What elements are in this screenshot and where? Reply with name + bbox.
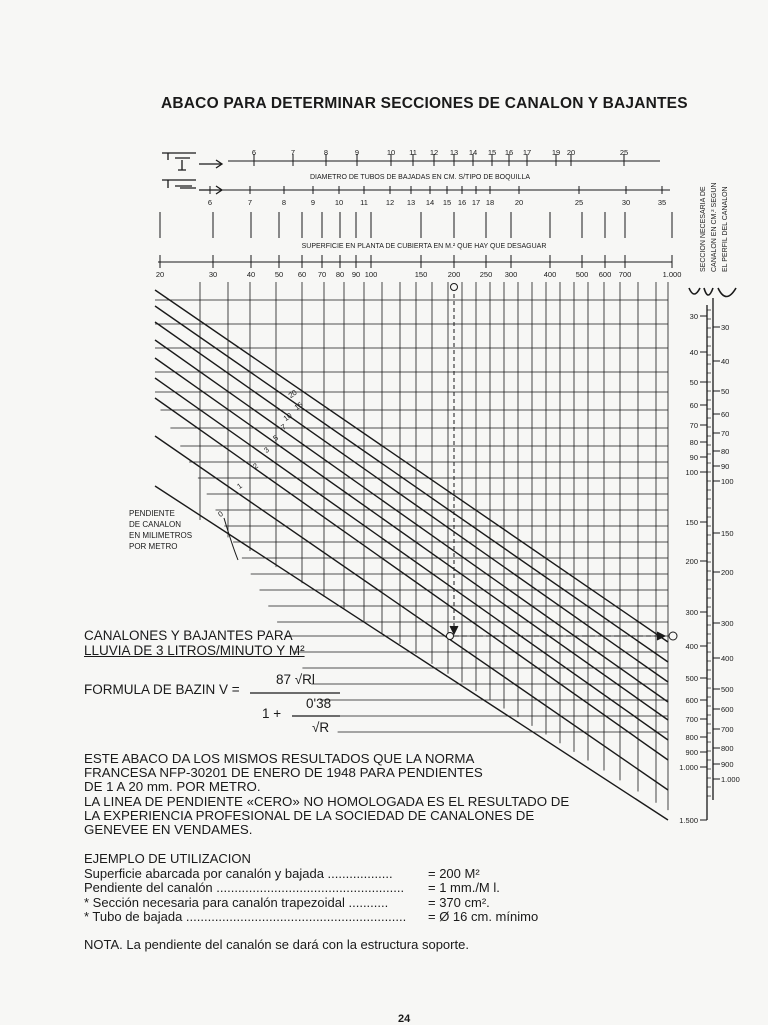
example-heading: EJEMPLO DE UTILIZACION (84, 851, 251, 866)
rain-note (84, 628, 305, 658)
section-left-tick-label: 700 (685, 715, 698, 724)
section-left-tick-label: 40 (689, 348, 698, 357)
slope-caption (129, 508, 192, 552)
section-right-tick-label: 200 (721, 568, 734, 577)
slope-caption-line: EN MILIMETROS (129, 531, 193, 540)
slope-line (155, 290, 668, 642)
formula-numerator: 87 √Rl (276, 672, 315, 687)
section-axis-caption: CANALON EN CM.² SEGUN (711, 182, 718, 272)
example-row-label: Pendiente del canalón .................................................... (84, 880, 405, 896)
section-left-tick-label: 80 (689, 438, 698, 447)
explanation-line: ESTE ABACO DA LOS MISMOS RESULTADOS QUE LA NORMA (84, 751, 475, 766)
section-right-tick-label: 60 (721, 410, 730, 419)
diameter-top-tick-label: 7 (290, 148, 296, 157)
section-left-tick-label: 1.000 (679, 763, 698, 772)
section-left-tick-label: 90 (689, 453, 698, 462)
slope-line (155, 358, 668, 720)
diameter-top-tick-label: 15 (487, 148, 497, 157)
section-left-tick-label: 500 (685, 674, 698, 683)
diameter-bottom-tick-label: 9 (310, 198, 316, 207)
fraction-bar (250, 692, 340, 694)
section-right-tick-label: 40 (721, 357, 730, 366)
surface-tick-label: 70 (317, 270, 327, 279)
section-right-tick-label: 300 (721, 619, 734, 628)
section-right-tick-label: 150 (721, 529, 734, 538)
example-row (84, 909, 539, 925)
section-right-tick-label: 800 (721, 744, 734, 753)
example-row-value: = 200 M² (428, 865, 480, 881)
diameter-top-tick-label: 8 (323, 148, 329, 157)
explanation-line: LA EXPERIENCIA PROFESIONAL DE LA SOCIEDAD DE CANALONES DE (84, 807, 535, 823)
example-row-label: * Sección necesaria para canalón trapezoidal ........... (84, 894, 389, 910)
diameter-bottom-tick-label: 12 (385, 198, 395, 207)
slope-value-label: 0 (216, 509, 225, 519)
section-left-tick-label: 70 (689, 421, 698, 430)
slope-caption-line: POR METRO (129, 542, 178, 551)
slope-value-label: 20 (286, 387, 299, 401)
surface-tick-label: 100 (364, 270, 378, 279)
slope-value-label: 2 (251, 461, 260, 471)
diameter-top-tick-label: 13 (449, 148, 459, 157)
diameter-top-tick-label: 11 (409, 148, 417, 157)
surface-tick-label: 250 (479, 270, 493, 279)
slope-caption-line: PENDIENTE (129, 509, 175, 518)
diameter-bottom-tick-label: 18 (485, 198, 495, 207)
surface-tick-label: 80 (335, 270, 345, 279)
diameter-scale-label: DIAMETRO DE TUBOS DE BAJADAS EN CM. S/TIPO DE BOQUILLA (309, 174, 531, 181)
surface-tick-label: 1.000 (662, 270, 682, 279)
slope-caption-line: DE CANALON (129, 520, 182, 529)
example-row-value: = 370 cm². (428, 894, 490, 910)
example-row (84, 865, 480, 882)
diameter-top-tick-label: 17 (522, 148, 532, 157)
explanation-line: FRANCESA NFP-30201 DE ENERO DE 1948 PARA PENDIENTES (84, 765, 483, 781)
formula-denominator-prefix: 1 + (262, 706, 282, 721)
formula-sub-numerator: 0'38 (306, 696, 332, 711)
explanation-line: DE 1 A 20 mm. POR METRO. (84, 779, 261, 795)
diameter-bottom-tick-label: 15 (442, 198, 452, 207)
diameter-top-tick-label: 12 (429, 148, 439, 157)
section-right-tick-label: 700 (721, 725, 734, 734)
diameter-bottom-tick-label: 25 (574, 198, 584, 207)
section-left-tick-label: 1.500 (679, 816, 698, 825)
slope-line (155, 398, 668, 760)
slope-value-label: 1 (235, 481, 244, 491)
rain-note-line: LLUVIA DE 3 LITROS/MINUTO Y M² (84, 643, 305, 658)
surface-tick-label: 500 (575, 270, 589, 279)
diameter-bottom-tick-label: 20 (514, 198, 524, 207)
section-left-tick-label: 30 (689, 312, 698, 321)
diameter-top-tick-label: 16 (504, 148, 514, 157)
section-right-tick-label: 400 (721, 654, 734, 663)
slope-value-label: 10 (281, 410, 294, 424)
section-axis-caption: SECCION NECESARIA DE (700, 186, 707, 272)
page-title: ABACO PARA DETERMINAR SECCIONES DE CANALON Y BAJANTES (161, 95, 688, 112)
section-right-tick-label: 1.000 (721, 775, 740, 784)
support-note: NOTA. La pendiente del canalón se dará con la estructura soporte. (84, 937, 469, 952)
section-right-tick-label: 500 (721, 685, 734, 694)
diameter-bottom-tick-label: 35 (657, 198, 667, 207)
diameter-top-tick-label: 25 (619, 148, 629, 157)
section-left-tick-label: 900 (685, 748, 698, 757)
slope-line (155, 436, 668, 790)
section-right-tick-label: 600 (721, 705, 734, 714)
section-left-tick-label: 600 (685, 696, 698, 705)
example-row (84, 880, 500, 896)
slope-lines (155, 290, 668, 820)
section-right-tick-label: 50 (721, 387, 730, 396)
section-right-tick-label: 90 (721, 462, 730, 471)
section-left-tick-label: 300 (685, 608, 698, 617)
diameter-bottom-tick-label: 30 (621, 198, 631, 207)
slope-value-label: 7 (279, 422, 288, 432)
diameter-top-tick-label: 19 (551, 148, 561, 157)
surface-tick-label: 150 (414, 270, 428, 279)
diameter-bottom-tick-label: 13 (406, 198, 416, 207)
surface-scale-label: SUPERFICIE EN PLANTA DE CUBIERTA EN M.² QUE HAY QUE DESAGUAR (301, 243, 547, 250)
section-left-tick-label: 150 (685, 518, 698, 527)
section-left-tick-label: 200 (685, 557, 698, 566)
diameter-top-tick-label: 10 (386, 148, 396, 157)
section-right-tick-label: 30 (721, 323, 730, 332)
example-row-value: = 1 mm./M l. (428, 880, 500, 896)
rain-note-line: CANALONES Y BAJANTES PARA (84, 628, 293, 643)
example-row-label: Superficie abarcada por canalón y bajada .................. (84, 865, 393, 881)
surface-tick-label: 30 (208, 270, 218, 279)
section-right-tick-label: 900 (721, 760, 734, 769)
diameter-bottom-tick-label: 14 (425, 198, 435, 207)
surface-tick-label: 700 (618, 270, 632, 279)
example-row-value: = Ø 16 cm. mínimo (428, 909, 539, 925)
example-row (84, 894, 490, 911)
surface-tick-label: 300 (504, 270, 518, 279)
surface-tick-label: 50 (274, 270, 284, 279)
slope-value-label: 3 (262, 445, 271, 455)
diameter-bottom-tick-label: 7 (247, 198, 253, 207)
explanation-line: LA LINEA DE PENDIENTE «CERO» NO HOMOLOGADA ES EL RESULTADO DE (84, 793, 570, 809)
surface-tick-label: 200 (447, 270, 461, 279)
explanation-line: GENEVEE EN VENDAMES. (84, 822, 253, 838)
surface-tick-label: 400 (543, 270, 557, 279)
diameter-bottom-tick-label: 11 (360, 198, 368, 207)
norm-explanation (84, 752, 614, 837)
section-right-tick-label: 100 (721, 477, 734, 486)
diameter-bottom-tick-label: 10 (334, 198, 344, 207)
diameter-top-tick-label: 14 (468, 148, 478, 157)
section-right-tick-label: 80 (721, 447, 730, 456)
section-left-tick-label: 50 (689, 378, 698, 387)
example-row-label: * Tubo de bajada ............................................................. (84, 909, 407, 925)
section-axis-caption: EL PERFIL DEL CANALON (722, 186, 729, 272)
surface-tick-label: 60 (297, 270, 307, 279)
formula-label: FORMULA DE BAZIN V = (84, 682, 240, 697)
diameter-top-tick-label: 6 (251, 148, 257, 157)
surface-tick-label: 90 (351, 270, 361, 279)
page-number: 24 (398, 1013, 411, 1025)
diameter-bottom-tick-label: 17 (471, 198, 481, 207)
section-left-tick-label: 800 (685, 733, 698, 742)
usage-example (84, 851, 539, 925)
diameter-bottom-tick-label: 8 (281, 198, 287, 207)
sub-fraction-bar (292, 715, 340, 717)
section-left-tick-label: 100 (685, 468, 698, 477)
abaco-grid (155, 212, 672, 810)
section-right-tick-label: 70 (721, 429, 730, 438)
diameter-bottom-tick-label: 6 (207, 198, 213, 207)
surface-tick-label: 20 (155, 270, 165, 279)
slope-value-label: 5 (271, 433, 280, 443)
diameter-top-tick-label: 20 (566, 148, 576, 157)
section-left-tick-label: 60 (689, 401, 698, 410)
surface-tick-label: 40 (246, 270, 256, 279)
diameter-bottom-tick-label: 16 (457, 198, 467, 207)
surface-tick-label: 600 (598, 270, 612, 279)
slope-value-label: 15 (292, 399, 305, 413)
diameter-top-tick-label: 9 (354, 148, 360, 157)
formula-sub-denominator: √R (312, 720, 330, 735)
slope-line (155, 306, 668, 662)
section-left-tick-label: 400 (685, 642, 698, 651)
